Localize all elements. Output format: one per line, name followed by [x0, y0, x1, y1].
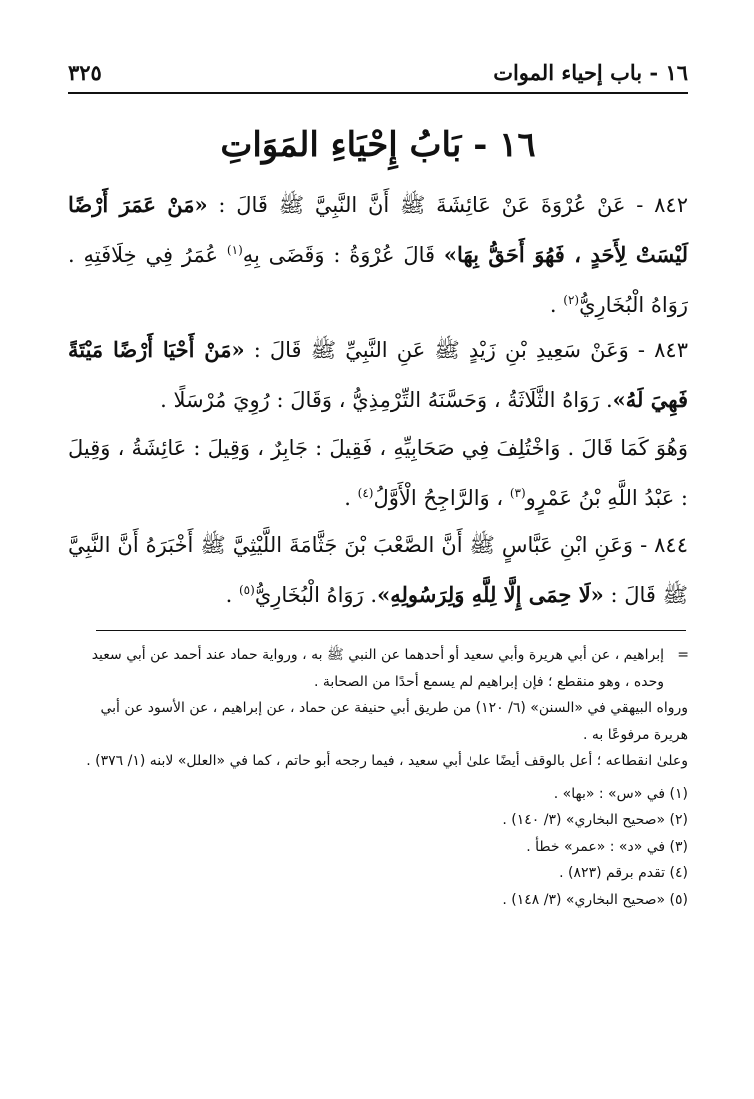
continuation-marker: = — [677, 647, 689, 663]
footnote-ref-1[interactable]: (١) — [226, 243, 243, 257]
hadith-842 — [68, 180, 688, 330]
hadith-843-rest: . رَوَاهُ الثَّلَاثَةُ ، وَحَسَّنَهُ التِّرْمِذِيُّ ، وَقَالَ : رُوِيَ مُرْسَلًا . — [160, 388, 613, 412]
footnote-item: (٣) في «د» : «عمر» خطأ . — [526, 838, 688, 855]
footnote-divider — [96, 630, 686, 631]
continuation-paragraph: إبراهيم ، عن أبي هريرة وأبي سعيد أو أحدهما عن النبي ﷺ به ، ورواية حماد عند أحمد عن أبي سعيد وحده ، وهو منقطع ؛ فإن إبراهيم لم يسمع أحدًا من الصحابة . — [91, 647, 664, 690]
continuation-paragraph: ورواه البيهقي في «السنن» (٦/ ١٢٠) من طريق أبي حنيفة عن حماد ، عن إبراهيم ، عن الأسود عن أبي هريرة مرفوعًا به . — [100, 700, 688, 743]
footnote-continuation — [68, 642, 688, 695]
running-header — [68, 58, 688, 94]
hadith-844-end: . — [225, 583, 233, 607]
footnote-ref-2[interactable]: (٢) — [563, 293, 580, 307]
hadith-842-after-quote: قَالَ عُرْوَةُ : وَقَضَى بِهِ — [242, 243, 436, 267]
footnote-item: (١) في «س» : «بها» . — [553, 785, 688, 802]
chapter-title: ١٦ - بَابُ إِحْيَاءِ المَوَاتِ — [220, 125, 536, 165]
hadith-842-end: . — [549, 293, 557, 317]
hadith-843-note-text: وَهُوَ كَمَا قَالَ . وَاخْتُلِفَ فِي صَحَابِيِّهِ ، فَقِيلَ : جَابِرٌ ، وَقِيلَ : عَائِشَةُ ، وَقِيلَ : عَبْدُ اللَّهِ بْنُ عَمْرٍو — [68, 436, 688, 510]
hadith-843-intro: ٨٤٣ - وَعَنْ سَعِيدِ بْنِ زَيْدٍ ﷺ عَنِ النَّبِيِّ ﷺ قَالَ : — [253, 338, 688, 362]
footnote-item: (٤) تقدم برقم (٨٢٣) . — [559, 865, 688, 881]
hadith-844-rest: . رَوَاهُ الْبُخَارِيُّ — [254, 583, 378, 607]
footnote-item: (٥) «صحيح البخاري» (٣/ ١٤٨) . — [502, 891, 688, 908]
footnote-ref-5[interactable]: (٥) — [238, 583, 255, 597]
footnote-ref-3[interactable]: (٣) — [509, 486, 526, 500]
hadith-844-quote: «لَا حِمَى إِلَّا لِلَّهِ وَلِرَسُولِهِ» — [377, 582, 604, 607]
hadith-844 — [68, 520, 688, 620]
hadith-842-rest: عُمَرُ فِي خِلَافَتِهِ . رَوَاهُ الْبُخَارِيُّ — [68, 243, 688, 317]
hadith-843-note-end: . — [344, 486, 351, 510]
hadith-843-note-rest: ، وَالرَّاجِحُ الْأَوَّلُ — [373, 486, 504, 510]
hadith-843 — [68, 325, 688, 425]
continuation-paragraph: وعلىٰ انقطاعه ؛ أعل بالوقف أيضًا علىٰ أبي سعيد ، فيما رجحه أبو حاتم ، كما في «العلل» لابنه (١/ ٣٧٦) . — [86, 753, 688, 769]
hadith-843-quote: «مَنْ أَحْيَا أَرْضًا مَيْتَةً فَهِيَ لَهُ» — [68, 337, 688, 412]
page-number: ٣٢٥ — [68, 60, 102, 85]
hadith-842-intro: ٨٤٢ - عَنْ عُرْوَةَ عَنْ عَائِشَةَ ﷺ أَنَّ النَّبِيَّ ﷺ قَالَ : — [218, 193, 688, 217]
hadith-844-intro: ٨٤٤ - وَعَنِ ابْنِ عَبَّاسٍ ﷺ أَنَّ الصَّعْبَ بْنَ جَثَّامَةَ اللَّيْثِيَّ ﷺ أَخْبَرَهُ أَنَّ النَّبِيَّ ﷺ قَالَ : — [68, 533, 688, 607]
footnote-ref-4[interactable]: (٤) — [357, 486, 374, 500]
footnotes-section — [68, 642, 688, 913]
hadith-843-note — [68, 423, 688, 523]
hadith-842-quote: «مَنْ عَمَرَ أَرْضًا لَيْسَتْ لِأَحَدٍ ، فَهُوَ أَحَقُّ بِهَا» — [68, 192, 688, 267]
footnote-item: (٢) «صحيح البخاري» (٣/ ١٤٠) . — [502, 812, 688, 828]
header-chapter-title: ١٦ - باب إحياء الموات — [493, 60, 688, 85]
